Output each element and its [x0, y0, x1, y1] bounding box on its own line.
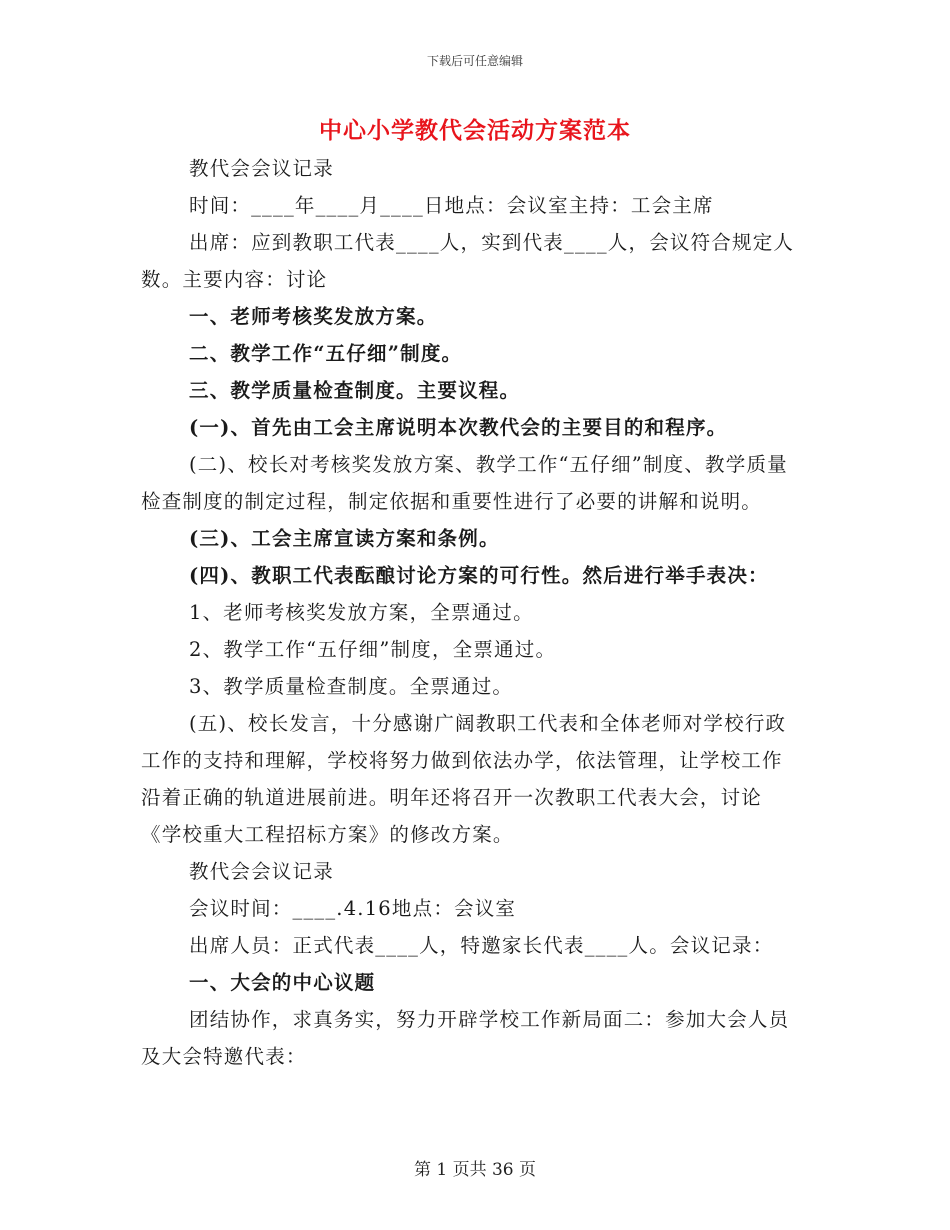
paragraph: 会议时间：____.4.16地点：会议室 [189, 897, 517, 920]
paragraph: 出席：应到教职工代表____人，实到代表____人，会议符合规定人数。主要内容：讨论 [141, 231, 795, 291]
paragraph: 二、教学工作“五仔细”制度。 [189, 342, 463, 365]
paragraph: 一、老师考核奖发放方案。 [189, 305, 438, 328]
paragraph: 1、老师考核奖发放方案，全票通过。 [189, 601, 534, 624]
paragraph: 3、教学质量检查制度。全票通过。 [189, 675, 514, 698]
paragraph: 2、教学工作“五仔细”制度，全票通过。 [189, 638, 557, 661]
page-header: 下载后可任意编辑 [426, 54, 523, 68]
paragraph: 一、大会的中心议题 [189, 971, 376, 994]
document-body [141, 150, 801, 1075]
paragraph: 教代会会议记录 [189, 860, 334, 883]
paragraph: (一)、首先由工会主席说明本次教代会的主要目的和程序。 [189, 416, 728, 439]
paragraph: 出席人员：正式代表____人，特邀家长代表____人。会议记录： [189, 934, 774, 957]
paragraph: 时间：____年____月____日地点：会议室主持：工会主席 [189, 194, 714, 217]
paragraph: 教代会会议记录 [189, 157, 334, 180]
paragraph: 三、教学质量检查制度。主要议程。 [189, 379, 521, 402]
document-title: 中心小学教代会活动方案范本 [319, 117, 631, 144]
paragraph: (四)、教职工代表酝酿讨论方案的可行性。然后进行举手表决： [189, 564, 769, 587]
paragraph: (三)、工会主席宣读方案和条例。 [189, 527, 500, 550]
paragraph: 团结协作，求真务实，努力开辟学校工作新局面二：参加大会人员及大会特邀代表： [141, 1008, 790, 1068]
paragraph: (五)、校长发言，十分感谢广阔教职工代表和全体老师对学校行政工作的支持和理解，学校将努力做到依法办学，依法管理，让学校工作沿着正确的轨道进展前进。明年还将召开一次教职工代表大会，讨论《学校重大工程招标方案》的修改方案。 [141, 712, 787, 846]
paragraph: (二)、校长对考核奖发放方案、教学工作“五仔细”制度、教学质量检查制度的制定过程，制定依据和重要性进行了必要的讲解和说明。 [141, 453, 788, 513]
page-footer: 第 1 页共 36 页 [413, 1160, 537, 1180]
